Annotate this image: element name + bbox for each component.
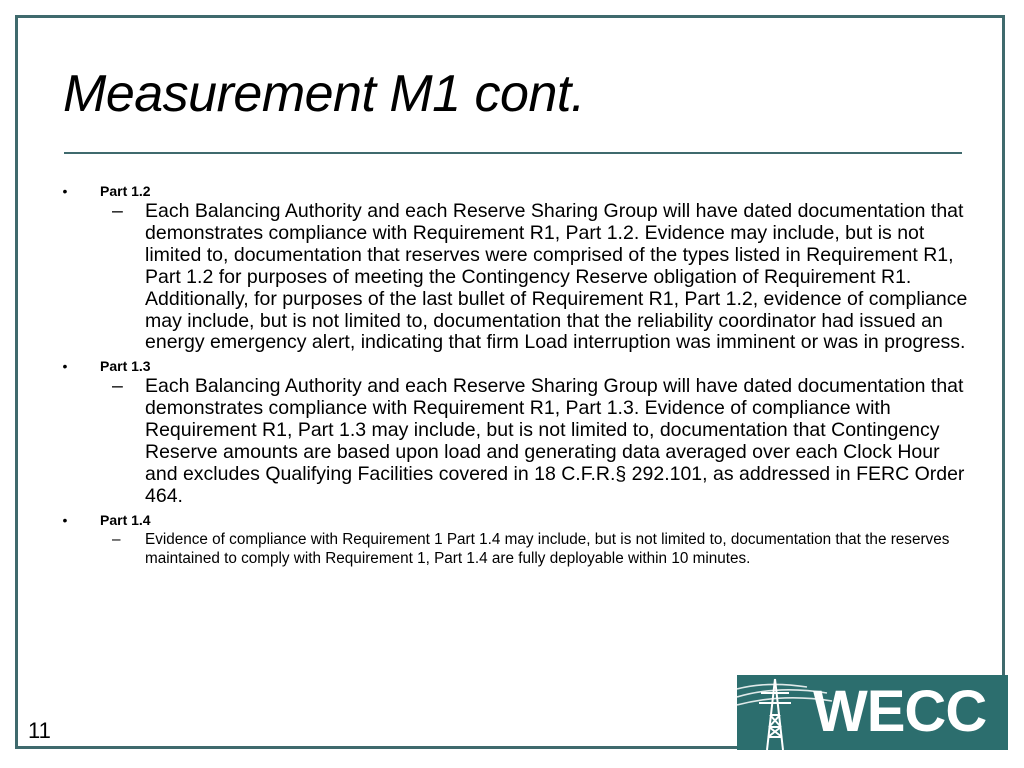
bullet-part-1-2	[58, 181, 968, 201]
bullet-part-1-4	[58, 510, 968, 530]
bullet-label: Part 1.3	[100, 358, 151, 375]
sub-bullet-part-1-3	[58, 376, 968, 507]
bullet-icon: •	[62, 511, 68, 528]
sub-bullet-text: Each Balancing Authority and each Reserve Sharing Group will have dated documentation that demonstrates compliance with Requirement R1, Part 1.2. Evidence may include, but is not limited to, documentation that reserves were comprised of the types listed in Requirement R1, Part 1.2 for purposes of meeting the Contingency Reserve obligation of Requirement R1. Additionally, for purposes of the last bullet of Requirement R1, Part 1.2, evidence of compliance may include, but is not limited to, documentation that the reliability coordinator had issued an energy emergency alert, indicating that firm Load interruption was imminent or was in progress.	[145, 200, 968, 354]
dash-icon: –	[112, 375, 123, 398]
sub-bullet-part-1-4	[58, 530, 968, 568]
bullet-icon: •	[62, 183, 68, 199]
page-number: 11	[28, 718, 51, 743]
sub-bullet-text: Each Balancing Authority and each Reserve Sharing Group will have dated documentation that demonstrates compliance with Requirement R1, Part 1.3. Evidence of compliance with Requirement R1, Part 1.3 may include, but is not limited to, documentation that Contingency Reserve amounts are based upon load and generating data averaged over each Clock Hour and excludes Qualifying Facilities covered in 18 C.F.R.§ 292.101, as addressed in FERC Order 464.	[145, 375, 965, 507]
bullet-label: Part 1.2	[100, 183, 151, 199]
bullet-label: Part 1.4	[100, 511, 151, 528]
wecc-logo	[737, 675, 1008, 750]
slide-content	[58, 181, 968, 570]
dash-icon: –	[112, 530, 121, 548]
bullet-part-1-3	[58, 356, 968, 376]
title-divider	[64, 152, 962, 154]
logo-text: WECC	[813, 679, 987, 744]
sub-bullet-part-1-2	[58, 201, 968, 354]
dash-icon: –	[112, 200, 123, 222]
slide-title: Measurement M1 cont.	[63, 65, 585, 123]
sub-bullet-text: Evidence of compliance with Requirement 1 Part 1.4 may include, but is not limited to, documentation that the reserves maintained to comply with Requirement 1, Part 1.4 are fully deployable within 10 minutes.	[145, 530, 950, 567]
bullet-icon: •	[62, 358, 68, 375]
